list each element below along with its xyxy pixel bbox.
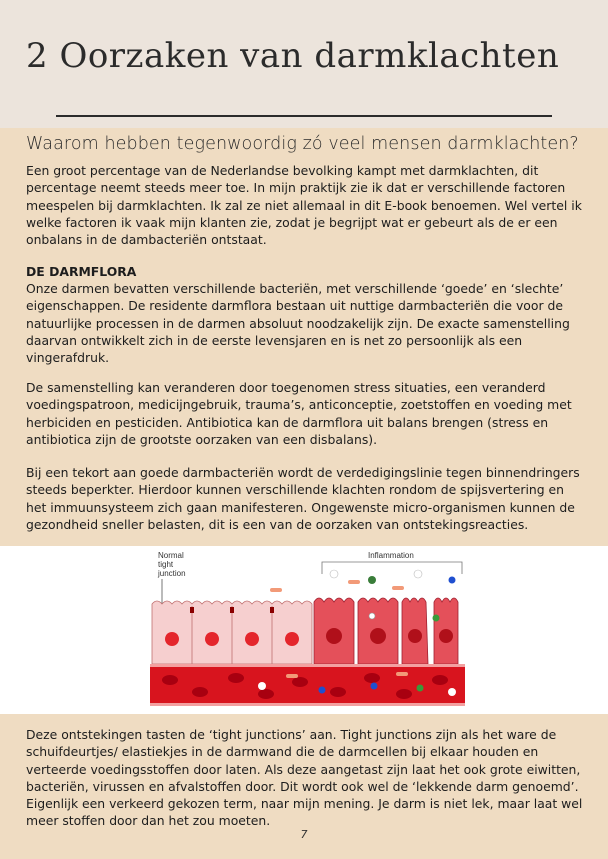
intro-paragraph: Een groot percentage van de Nederlandse bevolking kampt met darmklachten, dit percentage neemt steeds meer toe. In mijn praktijk zie ik dat er verschillende factoren meespelen bij darmklachten. Ik zal ze niet allemaal in dit E-book benoemen. Wel vertel ik welke factoren ik vaak mijn klanten zie, zodat je begrijpt wat er gebeurt als de er een onbalans in de dambacteriën ontstaat. <box>26 163 582 248</box>
label-tight: tight <box>158 560 174 569</box>
samenstelling-paragraph: De samenstelling kan veranderen door toegenomen stress situaties, een veranderd voedingspatroon, medicijngebruik, trauma’s, anticonceptie, zoetstoffen en voeding met herbiciden en pesticiden. Antibiotica kan de darmflora uit balans brengen (stress en antibiotica zijn de grootste oorzaken van een disbalans). <box>26 380 572 447</box>
page-number: 7 <box>300 828 308 841</box>
tekort-paragraph: Bij een tekort aan goede darmbacteriën wordt de verdedigingslinie tegen binnendringers steeds beperkter. Hierdoor kunnen verschillende klachten rondom de spijsvertering en het immuunsysteem zich gaan manifesteren. Ongewenste micro-organismen kunnen de gezondheid sneller belasten, dit is een van de oorzaken van ontstekingsreacties. <box>26 465 580 532</box>
title-divider <box>56 115 552 117</box>
normal-cells <box>152 601 312 664</box>
darmflora-heading: DE DARMFLORA <box>26 264 137 279</box>
inflammation-bracket <box>322 562 462 574</box>
label-inflammation: Inflammation <box>368 551 414 560</box>
label-junction: junction <box>158 569 186 578</box>
darmflora-paragraph: Onze darmen bevatten verschillende bacteriën, met verschillende ‘goede’ en ‘slechte’ eigenschappen. De residente darmflora bestaan uit nuttige darmbacteriën die voor de natuurlijke processen in de darmen absoluut noodzakelijk zijn. De exacte samenstelling daarvan ontwikkelt zich in de eerste levensjaren en is net zo persoonlijk als een vingerafdruk. <box>26 281 570 366</box>
intestine-diagram <box>0 546 608 714</box>
section-subtitle: Waarom hebben tegenwoordig zó veel mensen darmklachten? <box>26 134 579 154</box>
blood-vessel <box>150 664 465 706</box>
page-title: 2 Oorzaken van darmklachten <box>26 36 560 76</box>
tight-junctions-paragraph: Deze ontstekingen tasten de ‘tight junctions’ aan. Tight junctions zijn als het ware de schuifdeurtjes/ elastiekjes in de darmwand die de darmcellen bij elkaar houden en verteerde voedingsstoffen door laten. Als deze aangetast zijn laat het ook grote eiwitten, bacteriën, virussen en afvalstoffen door. Dit wordt ook wel de ‘lekkende darm genoemd’. Eigenlijk een verkeerd gekozen term, naar mijn mening. Je darm is niet lek, maar laat wel meer stoffen door dan het zou moeten. <box>26 727 583 829</box>
intestinal-wall-illustration <box>0 546 608 714</box>
label-normal: Normal <box>158 551 184 560</box>
